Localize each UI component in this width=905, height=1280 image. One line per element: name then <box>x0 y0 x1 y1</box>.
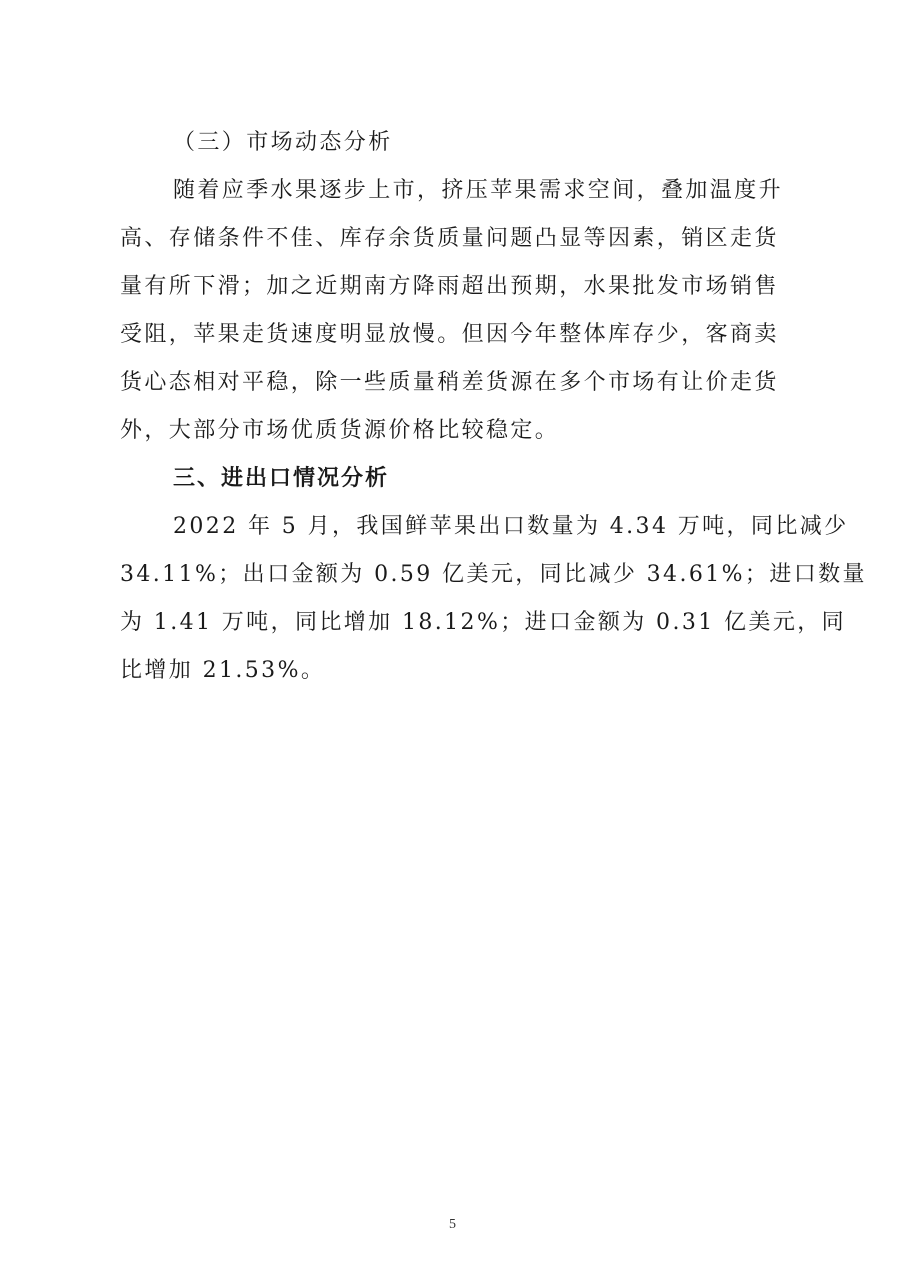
paragraph-line: 随着应季水果逐步上市，挤压苹果需求空间，叠加温度升 <box>173 178 784 203</box>
paragraph-line: 34.11%；出口金额为 0.59 亿美元，同比减少 34.61%；进口数量 <box>120 562 867 587</box>
paragraph-line: 比增加 21.53%。 <box>120 658 326 683</box>
paragraph-line: 2022 年 5 月，我国鲜苹果出口数量为 4.34 万吨，同比减少 <box>173 514 849 539</box>
chapter-heading: 三、进出口情况分析 <box>173 466 390 491</box>
paragraph-line: 高、存储条件不佳、库存余货质量问题凸显等因素，销区走货 <box>120 226 779 251</box>
paragraph-line: 为 1.41 万吨，同比增加 18.12%；进口金额为 0.31 亿美元，同 <box>120 610 847 635</box>
paragraph-line: 外，大部分市场优质货源价格比较稳定。 <box>120 418 560 443</box>
page-number: 5 <box>449 1217 456 1232</box>
section-heading: （三）市场动态分析 <box>173 130 393 155</box>
paragraph-line: 受阻，苹果走货速度明显放慢。但因今年整体库存少，客商卖 <box>120 322 779 347</box>
paragraph-line: 量有所下滑；加之近期南方降雨超出预期，水果批发市场销售 <box>120 274 779 299</box>
paragraph-line: 货心态相对平稳，除一些质量稍差货源在多个市场有让价走货 <box>120 370 779 395</box>
